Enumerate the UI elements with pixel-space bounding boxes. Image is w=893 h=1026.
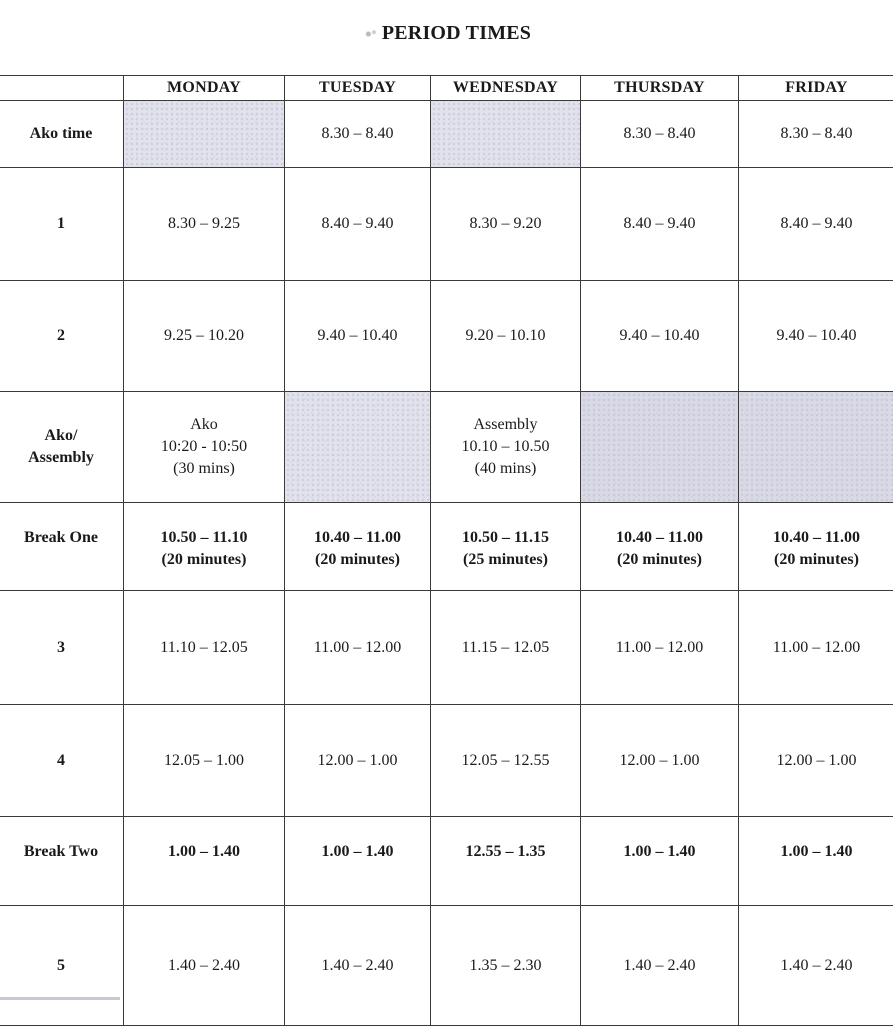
cell-friday: 9.40 – 10.40 <box>739 281 893 392</box>
cell-monday: 9.25 – 10.20 <box>124 281 285 392</box>
row-label-period-5: 5 <box>0 906 124 1026</box>
cell-line: 10.40 – 11.00 <box>285 527 430 549</box>
cell-tuesday: 1.40 – 2.40 <box>285 906 431 1026</box>
page-title-text: PERIOD TIMES <box>382 22 531 44</box>
row-label-ako-time: Ako time <box>0 101 124 168</box>
table-row <box>0 817 893 906</box>
cell-monday-empty <box>124 101 285 168</box>
cell-tuesday: 8.30 – 8.40 <box>285 101 431 168</box>
cell-monday <box>124 392 285 503</box>
cell-wednesday: 12.55 – 1.35 <box>431 817 581 906</box>
cell-line: Assembly <box>431 414 580 436</box>
cell-line: 10.40 – 11.00 <box>739 527 893 549</box>
header-corner <box>0 76 124 101</box>
cell-tuesday-empty <box>285 392 431 503</box>
period-times-table <box>0 75 893 1026</box>
cell-friday: 12.00 – 1.00 <box>739 705 893 817</box>
table-header-row <box>0 76 893 101</box>
cell-thursday: 8.30 – 8.40 <box>581 101 739 168</box>
cell-line: (20 minutes) <box>285 549 430 571</box>
table-row <box>0 168 893 281</box>
table-row <box>0 503 893 591</box>
cell-thursday: 1.00 – 1.40 <box>581 817 739 906</box>
cell-line: 10:20 - 10:50 <box>124 436 284 458</box>
cell-thursday: 11.00 – 12.00 <box>581 591 739 705</box>
cell-line: 10.50 – 11.10 <box>124 527 284 549</box>
cell-line: 10.10 – 10.50 <box>431 436 580 458</box>
scan-smudge <box>362 28 378 40</box>
cell-line: (20 minutes) <box>581 549 738 571</box>
page-title <box>0 22 893 45</box>
row-label-period-1: 1 <box>0 168 124 281</box>
cell-line: (30 mins) <box>124 458 284 480</box>
header-monday: MONDAY <box>124 76 285 101</box>
row-label-ako-assembly <box>0 392 124 503</box>
cell-line: (20 minutes) <box>124 549 284 571</box>
cell-thursday: 9.40 – 10.40 <box>581 281 739 392</box>
cell-tuesday: 11.00 – 12.00 <box>285 591 431 705</box>
cell-line: 10.40 – 11.00 <box>581 527 738 549</box>
cell-friday: 8.30 – 8.40 <box>739 101 893 168</box>
cell-wednesday <box>431 392 581 503</box>
row-label-period-4: 4 <box>0 705 124 817</box>
cell-wednesday: 12.05 – 12.55 <box>431 705 581 817</box>
table-row <box>0 591 893 705</box>
cell-monday <box>124 503 285 591</box>
cell-tuesday: 12.00 – 1.00 <box>285 705 431 817</box>
cell-wednesday <box>431 503 581 591</box>
row-label-period-2: 2 <box>0 281 124 392</box>
cell-line: (20 minutes) <box>739 549 893 571</box>
cell-monday: 1.00 – 1.40 <box>124 817 285 906</box>
cell-friday: 1.00 – 1.40 <box>739 817 893 906</box>
table-row <box>0 101 893 168</box>
cell-tuesday <box>285 503 431 591</box>
cell-tuesday: 1.00 – 1.40 <box>285 817 431 906</box>
cell-friday: 11.00 – 12.00 <box>739 591 893 705</box>
cell-line: (40 mins) <box>431 458 580 480</box>
row-label-break-two: Break Two <box>0 817 124 906</box>
cell-wednesday: 11.15 – 12.05 <box>431 591 581 705</box>
cell-thursday-empty <box>581 392 739 503</box>
cell-line: Ako <box>124 414 284 436</box>
cell-wednesday: 1.35 – 2.30 <box>431 906 581 1026</box>
table-row <box>0 392 893 503</box>
cell-monday: 11.10 – 12.05 <box>124 591 285 705</box>
cell-friday: 8.40 – 9.40 <box>739 168 893 281</box>
cell-wednesday: 9.20 – 10.10 <box>431 281 581 392</box>
header-thursday: THURSDAY <box>581 76 739 101</box>
row-label-line: Assembly <box>0 447 123 469</box>
header-wednesday: WEDNESDAY <box>431 76 581 101</box>
table-row <box>0 906 893 1026</box>
cell-monday: 12.05 – 1.00 <box>124 705 285 817</box>
table-row <box>0 705 893 817</box>
cell-line: (25 minutes) <box>431 549 580 571</box>
cell-tuesday: 8.40 – 9.40 <box>285 168 431 281</box>
cell-tuesday: 9.40 – 10.40 <box>285 281 431 392</box>
cell-friday-empty <box>739 392 893 503</box>
row-label-period-3: 3 <box>0 591 124 705</box>
cell-thursday <box>581 503 739 591</box>
cell-friday <box>739 503 893 591</box>
cell-wednesday-empty <box>431 101 581 168</box>
cell-thursday: 1.40 – 2.40 <box>581 906 739 1026</box>
cell-thursday: 12.00 – 1.00 <box>581 705 739 817</box>
table-row <box>0 281 893 392</box>
cell-thursday: 8.40 – 9.40 <box>581 168 739 281</box>
cell-wednesday: 8.30 – 9.20 <box>431 168 581 281</box>
cell-monday: 1.40 – 2.40 <box>124 906 285 1026</box>
row-label-break-one: Break One <box>0 503 124 591</box>
cell-friday: 1.40 – 2.40 <box>739 906 893 1026</box>
header-friday: FRIDAY <box>739 76 893 101</box>
header-tuesday: TUESDAY <box>285 76 431 101</box>
cell-line: 10.50 – 11.15 <box>431 527 580 549</box>
row-label-line: Ako/ <box>0 425 123 447</box>
cell-monday: 8.30 – 9.25 <box>124 168 285 281</box>
